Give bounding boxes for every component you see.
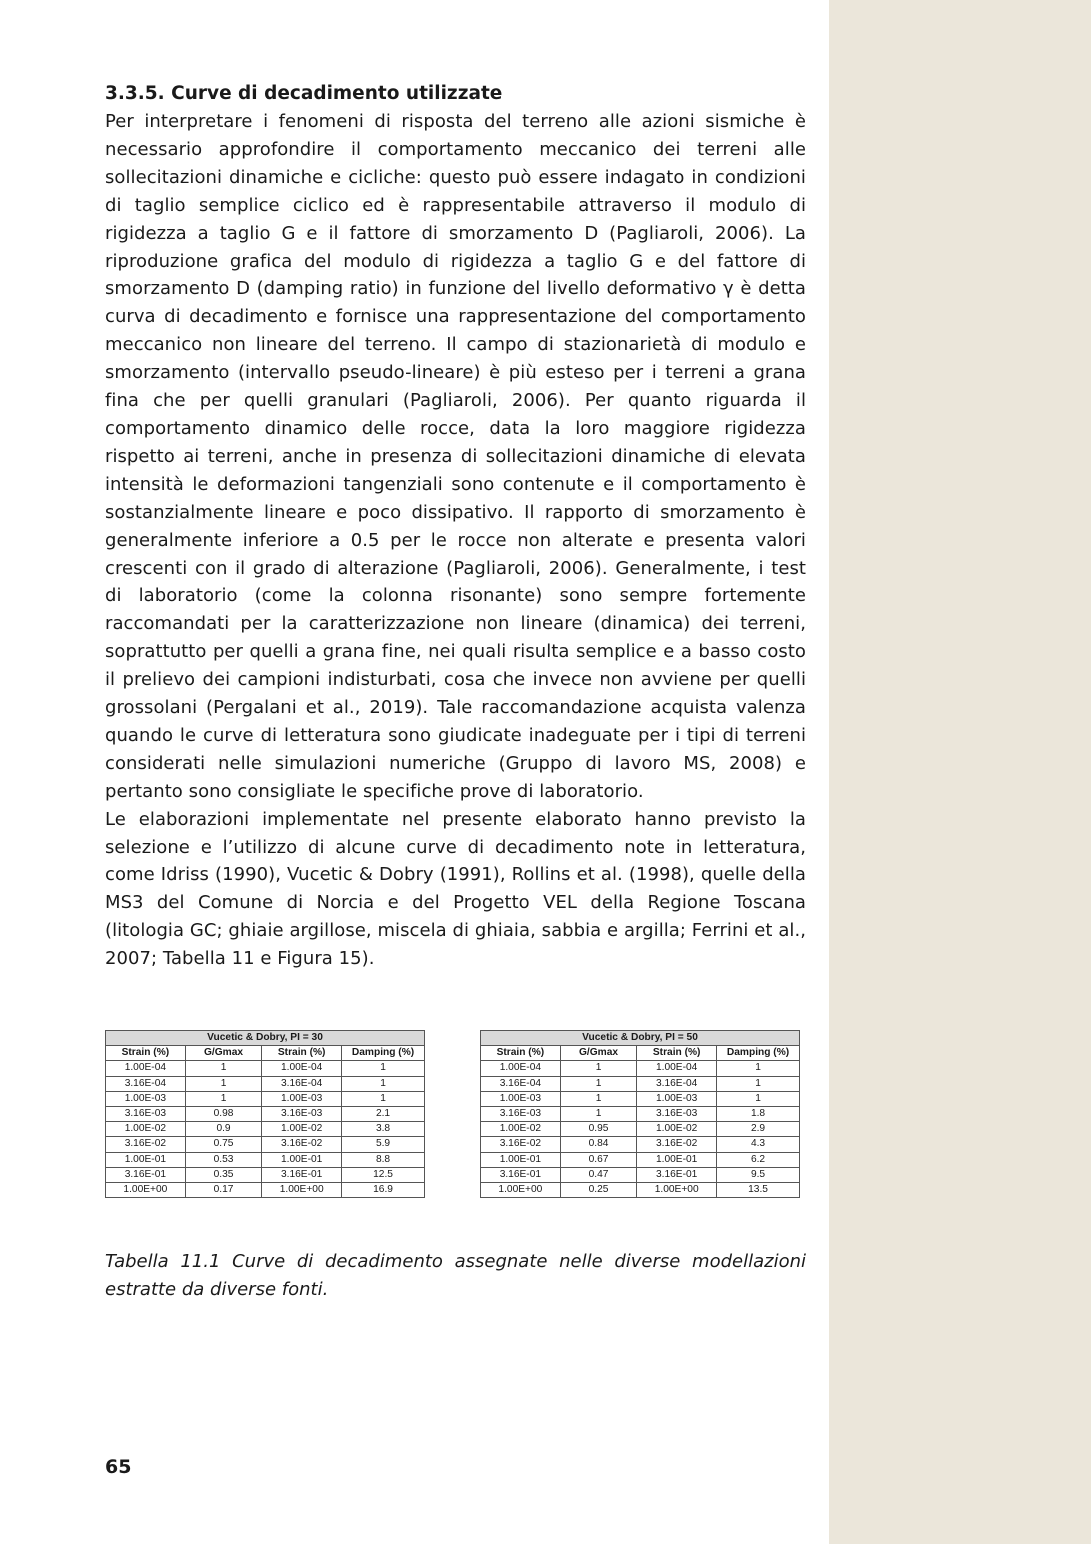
- column-header: Damping (%): [717, 1046, 800, 1061]
- table-cell: 1.00E-04: [106, 1061, 186, 1076]
- table-row: [481, 1152, 800, 1167]
- table-row: [106, 1167, 425, 1182]
- table-row: [106, 1152, 425, 1167]
- table-row: [481, 1182, 800, 1197]
- column-header: G/Gmax: [185, 1046, 262, 1061]
- table-cell: 1: [185, 1076, 262, 1091]
- table-row: [481, 1076, 800, 1091]
- table-cell: 3.16E-01: [637, 1167, 717, 1182]
- table-cell: 16.9: [342, 1182, 425, 1197]
- table-cell: 1.00E+00: [637, 1182, 717, 1197]
- table-cell: 1.00E+00: [262, 1182, 342, 1197]
- table-cell: 1.00E-02: [106, 1122, 186, 1137]
- table-cell: 1.00E-03: [637, 1091, 717, 1106]
- table-cell: 0.35: [185, 1167, 262, 1182]
- table-cell: 1.00E-02: [481, 1122, 561, 1137]
- table-cell: 1: [342, 1076, 425, 1091]
- table-row: [106, 1137, 425, 1152]
- table-cell: 3.16E-03: [106, 1106, 186, 1121]
- table-cell: 3.16E-03: [262, 1106, 342, 1121]
- table-cell: 3.16E-01: [106, 1167, 186, 1182]
- table-cell: 1.00E-04: [262, 1061, 342, 1076]
- decay-table: [480, 1030, 800, 1198]
- table-cell: 3.16E-02: [637, 1137, 717, 1152]
- table-row: [481, 1061, 800, 1076]
- table-cell: 3.16E-04: [106, 1076, 186, 1091]
- table-cell: 3.8: [342, 1122, 425, 1137]
- table-cell: 0.84: [560, 1137, 637, 1152]
- page-number: 65: [105, 1456, 132, 1478]
- table-cell: 1: [560, 1076, 637, 1091]
- table-cell: 1.00E-01: [106, 1152, 186, 1167]
- body-paragraph: Per interpretare i fenomeni di risposta del terreno alle azioni sismiche è necessario approfondire il comportamento meccanico dei terreni alle sollecitazioni dinamiche e cicliche: questo può essere indagato in condizioni di taglio semplice ciclico ed è rappresentabile attraverso il modulo di rigidezza a taglio G e il fattore di smorzamento D (Pagliaroli, 2006). La riproduzione grafica del modulo di rigidezza a taglio G e del fattore di smorzamento D (damping ratio) in funzione del livello deformativo γ è detta curva di decadimento e fornisce una rappresentazione del comportamento meccanico non lineare del terreno. Il campo di stazionarietà di modulo e smorzamento (intervallo pseudo-lineare) è più esteso per i terreni a grana fina che per quelli granulari (Pagliaroli, 2006). Per quanto riguarda il comportamento dinamico delle rocce, data la loro maggiore rigidezza rispetto ai terreni, anche in presenza di sollecitazioni dinamiche di elevata intensità le deformazioni tangenziali sono contenute e il comportamento è sostanzialmente lineare e poco dissipativo. Il rapporto di smorzamento è generalmente inferiore a 0.5 per le rocce non alterate e presenta valori crescenti con il grado di alterazione (Pagliaroli, 2006). Generalmente, i test di laboratorio (come la colonna risonante) sono sempre fortemente raccomandati per la caratterizzazione non lineare (dinamica) dei terreni, soprattutto per quelli a grana fine, nei quali risulta semplice e a basso costo il prelievo dei campioni indisturbati, cosa che invece non avviene per quelli grossolani (Pergalani et al., 2019). Tale raccomandazione acquista valenza quando le curve di letteratura sono giudicate inadeguate per i tipi di terreni considerati nelle simulazioni numeriche (Gruppo di lavoro MS, 2008) e pertanto sono consigliate le specifiche prove di laboratorio.: [105, 111, 806, 802]
- table-cell: 1.00E+00: [481, 1182, 561, 1197]
- table-cell: 1: [717, 1091, 800, 1106]
- section-heading: 3.3.5. Curve di decadimento utilizzate: [105, 83, 503, 104]
- table-cell: 0.53: [185, 1152, 262, 1167]
- table-cell: 1.00E-01: [637, 1152, 717, 1167]
- column-header: Strain (%): [262, 1046, 342, 1061]
- table-cell: 3.16E-02: [106, 1137, 186, 1152]
- section-content: [105, 80, 806, 973]
- column-header: Damping (%): [342, 1046, 425, 1061]
- table-cell: 1.00E-02: [262, 1122, 342, 1137]
- table-cell: 2.9: [717, 1122, 800, 1137]
- table-cell: 3.16E-03: [637, 1106, 717, 1121]
- table-cell: 3.16E-04: [481, 1076, 561, 1091]
- table-cell: 12.5: [342, 1167, 425, 1182]
- column-header: Strain (%): [106, 1046, 186, 1061]
- table-row: [106, 1061, 425, 1076]
- table-cell: 1.00E-01: [481, 1152, 561, 1167]
- table-cell: 3.16E-02: [262, 1137, 342, 1152]
- table-cell: 5.9: [342, 1137, 425, 1152]
- table-caption: Tabella 11.1 Curve di decadimento assegnate nelle diverse modellazioni estratte da diverse fonti.: [105, 1251, 806, 1300]
- table-cell: 8.8: [342, 1152, 425, 1167]
- table-cell: 3.16E-04: [637, 1076, 717, 1091]
- table-cell: 1: [185, 1091, 262, 1106]
- table-cell: 1.00E+00: [106, 1182, 186, 1197]
- table-cell: 1: [717, 1076, 800, 1091]
- table-cell: 2.1: [342, 1106, 425, 1121]
- table-cell: 1.8: [717, 1106, 800, 1121]
- table-cell: 3.16E-02: [481, 1137, 561, 1152]
- table-row: [106, 1122, 425, 1137]
- table-row: [481, 1167, 800, 1182]
- table-cell: 1: [560, 1106, 637, 1121]
- table-cell: 1.00E-03: [106, 1091, 186, 1106]
- table-cell: 0.25: [560, 1182, 637, 1197]
- table-cell: 1.00E-04: [481, 1061, 561, 1076]
- body-paragraph: Le elaborazioni implementate nel presente elaborato hanno previsto la selezione e l’utilizzo di alcune curve di decadimento note in letteratura, come Idriss (1990), Vucetic & Dobry (1991), Rollins et al. (1998), quelle della MS3 del Comune di Norcia e del Progetto VEL della Regione Toscana (litologia GC; ghiaie argillose, miscela di ghiaia, sabbia e argilla; Ferrini et al., 2007; Tabella 11 e Figura 15).: [105, 808, 806, 970]
- table-row: [106, 1076, 425, 1091]
- table-cell: 0.98: [185, 1106, 262, 1121]
- table-cell: 1: [185, 1061, 262, 1076]
- table-cell: 1.00E-04: [637, 1061, 717, 1076]
- table-cell: 4.3: [717, 1137, 800, 1152]
- table-cell: 1: [717, 1061, 800, 1076]
- table-cell: 6.2: [717, 1152, 800, 1167]
- table-row: [481, 1122, 800, 1137]
- table-cell: 1: [342, 1091, 425, 1106]
- table-row: [481, 1106, 800, 1121]
- table-cell: 3.16E-04: [262, 1076, 342, 1091]
- table-cell: 3.16E-01: [262, 1167, 342, 1182]
- table-cell: 3.16E-01: [481, 1167, 561, 1182]
- table-cell: 1.00E-03: [481, 1091, 561, 1106]
- tables-area: [105, 1030, 800, 1200]
- table-row: [106, 1091, 425, 1106]
- table-cell: 0.95: [560, 1122, 637, 1137]
- table-title: Vucetic & Dobry, PI = 30: [106, 1031, 425, 1046]
- table-row: [481, 1091, 800, 1106]
- table-cell: 9.5: [717, 1167, 800, 1182]
- table-cell: 13.5: [717, 1182, 800, 1197]
- decay-table: [105, 1030, 425, 1198]
- table-row: [106, 1182, 425, 1197]
- table-title: Vucetic & Dobry, PI = 50: [481, 1031, 800, 1046]
- column-header: Strain (%): [637, 1046, 717, 1061]
- table-cell: 1.00E-01: [262, 1152, 342, 1167]
- table-row: [481, 1137, 800, 1152]
- table-cell: 1.00E-02: [637, 1122, 717, 1137]
- page-side-margin: [829, 0, 1091, 1544]
- table-cell: 0.47: [560, 1167, 637, 1182]
- table-cell: 0.9: [185, 1122, 262, 1137]
- table-row: [106, 1106, 425, 1121]
- column-header: Strain (%): [481, 1046, 561, 1061]
- table-cell: 0.67: [560, 1152, 637, 1167]
- table-cell: 3.16E-03: [481, 1106, 561, 1121]
- table-cell: 0.75: [185, 1137, 262, 1152]
- table-cell: 1: [560, 1091, 637, 1106]
- column-header: G/Gmax: [560, 1046, 637, 1061]
- table-cell: 1.00E-03: [262, 1091, 342, 1106]
- table-cell: 1: [342, 1061, 425, 1076]
- table-cell: 1: [560, 1061, 637, 1076]
- table-cell: 0.17: [185, 1182, 262, 1197]
